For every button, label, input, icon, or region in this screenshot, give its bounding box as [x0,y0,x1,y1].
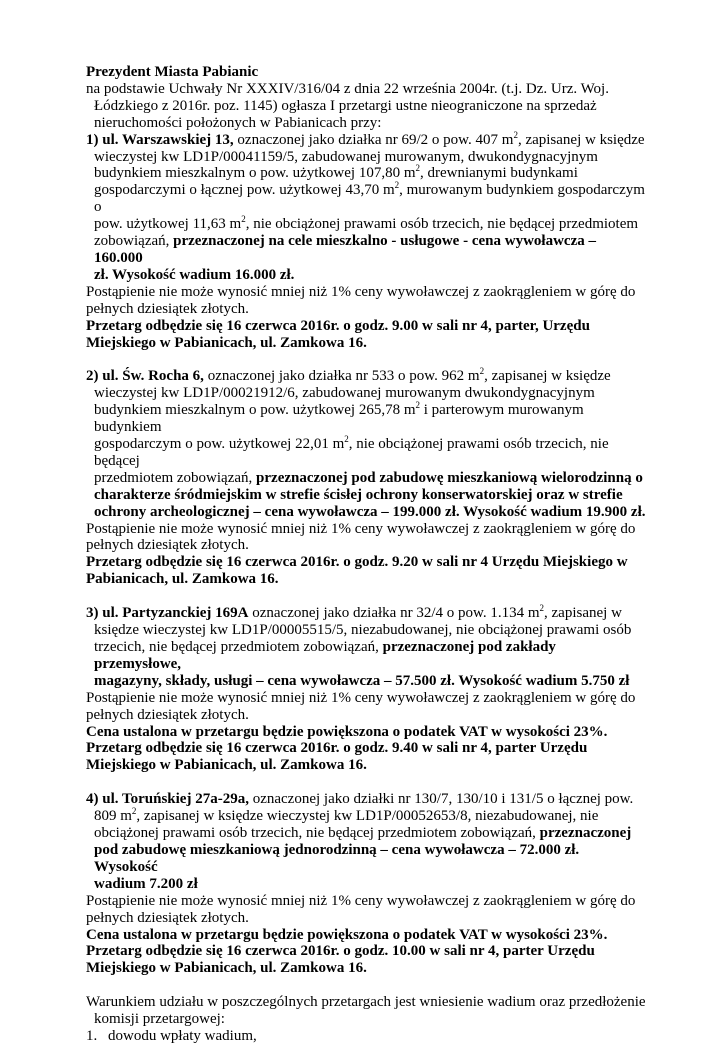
item-line: zł. Wysokość wadium 16.000 zł. [94,266,295,283]
item-line: Postąpienie nie może wynosić mniej niż 1% ceny wywoławczej z zaokrągleniem w górę do [86,892,636,909]
item-line: zobowiązań, przeznaczonej na cele mieszkalno - usługowe - cena wywoławcza – 160.000 [94,233,596,266]
item-heading: 1) ul. Warszawskiej 13, [86,131,234,148]
item-line: budynkiem mieszkalnym o pow. użytkowej 107,80 $m^2$, drewnianymi budynkami [94,163,578,182]
intro-line: Łódzkiego z 2016r. poz. 1145) ogłasza I przetargi ustne nieograniczone na sprzedaż [94,97,597,114]
item-heading: 3) ul. Partyzanckiej 169A [86,605,249,622]
item-line: pow. użytkowej 11,63 $m^2$, nie obciążonej prawami osób trzecich, nie będącej przedmiotem [94,214,639,233]
property-item-3 [86,605,646,774]
item-line: pełnych dziesiątek złotych. [86,300,249,317]
auction-date: Przetarg odbędzie się 16 czerwca 2016r. o godz. 9.00 w sali nr 4, parter, Urzędu [86,317,590,334]
item-line: pełnych dziesiątek złotych. [86,909,249,926]
auction-date: Przetarg odbędzie się 16 czerwca 2016r. o godz. 9.40 w sali nr 4, parter Urzędu [86,740,588,757]
item-line: gospodarczymi o łącznej pow. użytkowej 43,70 $m^2$, murowanym budynkiem gospodarczym o [94,180,645,216]
property-item-2 [86,368,646,588]
auction-date: Przetarg odbędzie się 16 czerwca 2016r. o godz. 9.20 w sali nr 4 Urzędu Miejskiego w [86,554,628,571]
item-heading: 2) ul. Św. Rocha 6, [86,368,204,385]
list-item [86,1028,646,1045]
vat-note: Cena ustalona w przetargu będzie powiększona o podatek VAT w wysokości 23%. [86,723,608,740]
item-line: Postąpienie nie może wynosić mniej niż 1% ceny wywoławczej z zaokrągleniem w górę do [86,283,636,300]
item-line: wieczystej kw LD1P/00021912/6, zabudowanej murowanym dwukondygnacyjnym [94,385,595,402]
auction-place: Miejskiego w Pabianicach, ul. Zamkowa 16. [86,960,367,977]
item-line: 809 $m^2$, zapisanej w księdze wieczystej kw LD1P/00052653/8, niezabudowanej, nie [94,806,599,825]
item-line: 4) ul. Toruńskiej 27a-29a, oznaczonej jako działki nr 130/7, 130/10 i 131/5 o łącznej pow. [86,791,634,808]
property-item-4 [86,791,646,977]
item-line: 3) ul. Partyzanckiej 169A oznaczonej jako działka nr 32/4 o pow. 1.134 $m^2$, zapisanej w [86,603,622,622]
property-item-1 [86,129,646,352]
item-line: pełnych dziesiątek złotych. [86,537,249,554]
conditions-section [86,994,646,1045]
document-title: Prezydent Miasta Pabianic [86,64,259,80]
item-line: 2) ul. Św. Rocha 6, oznaczonej jako działka nr 533 o pow. 962 $m^2$, zapisanej w księdze [86,366,611,385]
item-line: księdze wieczystej kw LD1P/00005515/5, niezabudowanej, nie obciążonej prawami osób [94,622,632,639]
item-heading: 4) ul. Toruńskiej 27a-29a, [86,791,249,808]
vat-note: Cena ustalona w przetargu będzie powiększona o podatek VAT w wysokości 23%. [86,926,608,943]
conditions-line: Warunkiem udziału w poszczególnych przetargach jest wniesienie wadium oraz przedłożenie [86,994,646,1011]
item-line: pełnych dziesiątek złotych. [86,706,249,723]
intro-line: na podstawie Uchwały Nr XXXIV/316/04 z dnia 22 września 2004r. (t.j. Dz. Urz. Woj. [86,80,609,97]
intro-line: nieruchomości położonych w Pabianicach przy: [94,114,382,131]
list-number: 1. [86,1028,98,1045]
auction-place: Miejskiego w Pabianicach, ul. Zamkowa 16. [86,334,367,351]
item-line: charakterze śródmiejskim w strefie ścisłej ochrony konserwatorskiej oraz w strefie [94,486,623,503]
item-line: 1) ul. Warszawskiej 13, oznaczonej jako działka nr 69/2 o pow. 407 $m^2$, zapisanej w księdze [86,129,645,148]
conditions-line: komisji przetargowej: [94,1011,225,1028]
auction-place: Miejskiego w Pabianicach, ul. Zamkowa 16. [86,757,367,774]
item-line: budynkiem mieszkalnym o pow. użytkowej 265,78 $m^2$ i parterowym murowanym budynkiem [94,400,584,436]
item-line: trzecich, nie będącej przedmiotem zobowiązań, przeznaczonej pod zakłady przemysłowe, [94,639,556,672]
item-line: wadium 7.200 zł [94,875,198,892]
item-line: ochrony archeologicznej – cena wywoławcza – 199.000 zł. Wysokość wadium 19.900 zł. [94,503,646,520]
item-line: Postąpienie nie może wynosić mniej niż 1% ceny wywoławczej z zaokrągleniem w górę do [86,520,636,537]
item-line: gospodarczym o pow. użytkowej 22,01 $m^2$, nie obciążonej prawami osób trzecich, nie będącej [94,434,609,469]
list-text: dowodu wpłaty wadium, [108,1028,257,1045]
auction-place: Pabianicach, ul. Zamkowa 16. [86,571,279,588]
item-line: magazyny, składy, usługi – cena wywoławcza – 57.500 zł. Wysokość wadium 5.750 zł [94,672,630,689]
item-line: przedmiotem zobowiązań, przeznaczonej pod zabudowę mieszkaniową wielorodzinną o [94,469,643,486]
item-line: obciążonej prawami osób trzecich, nie będącej przedmiotem zobowiązań, przeznaczonej [94,825,632,842]
document-body [86,64,646,1045]
item-line: pod zabudowę mieszkaniową jednorodzinną – cena wywoławcza – 72.000 zł. Wysokość [94,841,580,875]
auction-date: Przetarg odbędzie się 16 czerwca 2016r. o godz. 10.00 w sali nr 4, parter Urzędu [86,943,595,960]
item-line: Postąpienie nie może wynosić mniej niż 1% ceny wywoławczej z zaokrągleniem w górę do [86,689,636,706]
item-line: wieczystej kw LD1P/00041159/5, zabudowanej murowanym, dwukondygnacyjnym [94,148,598,165]
